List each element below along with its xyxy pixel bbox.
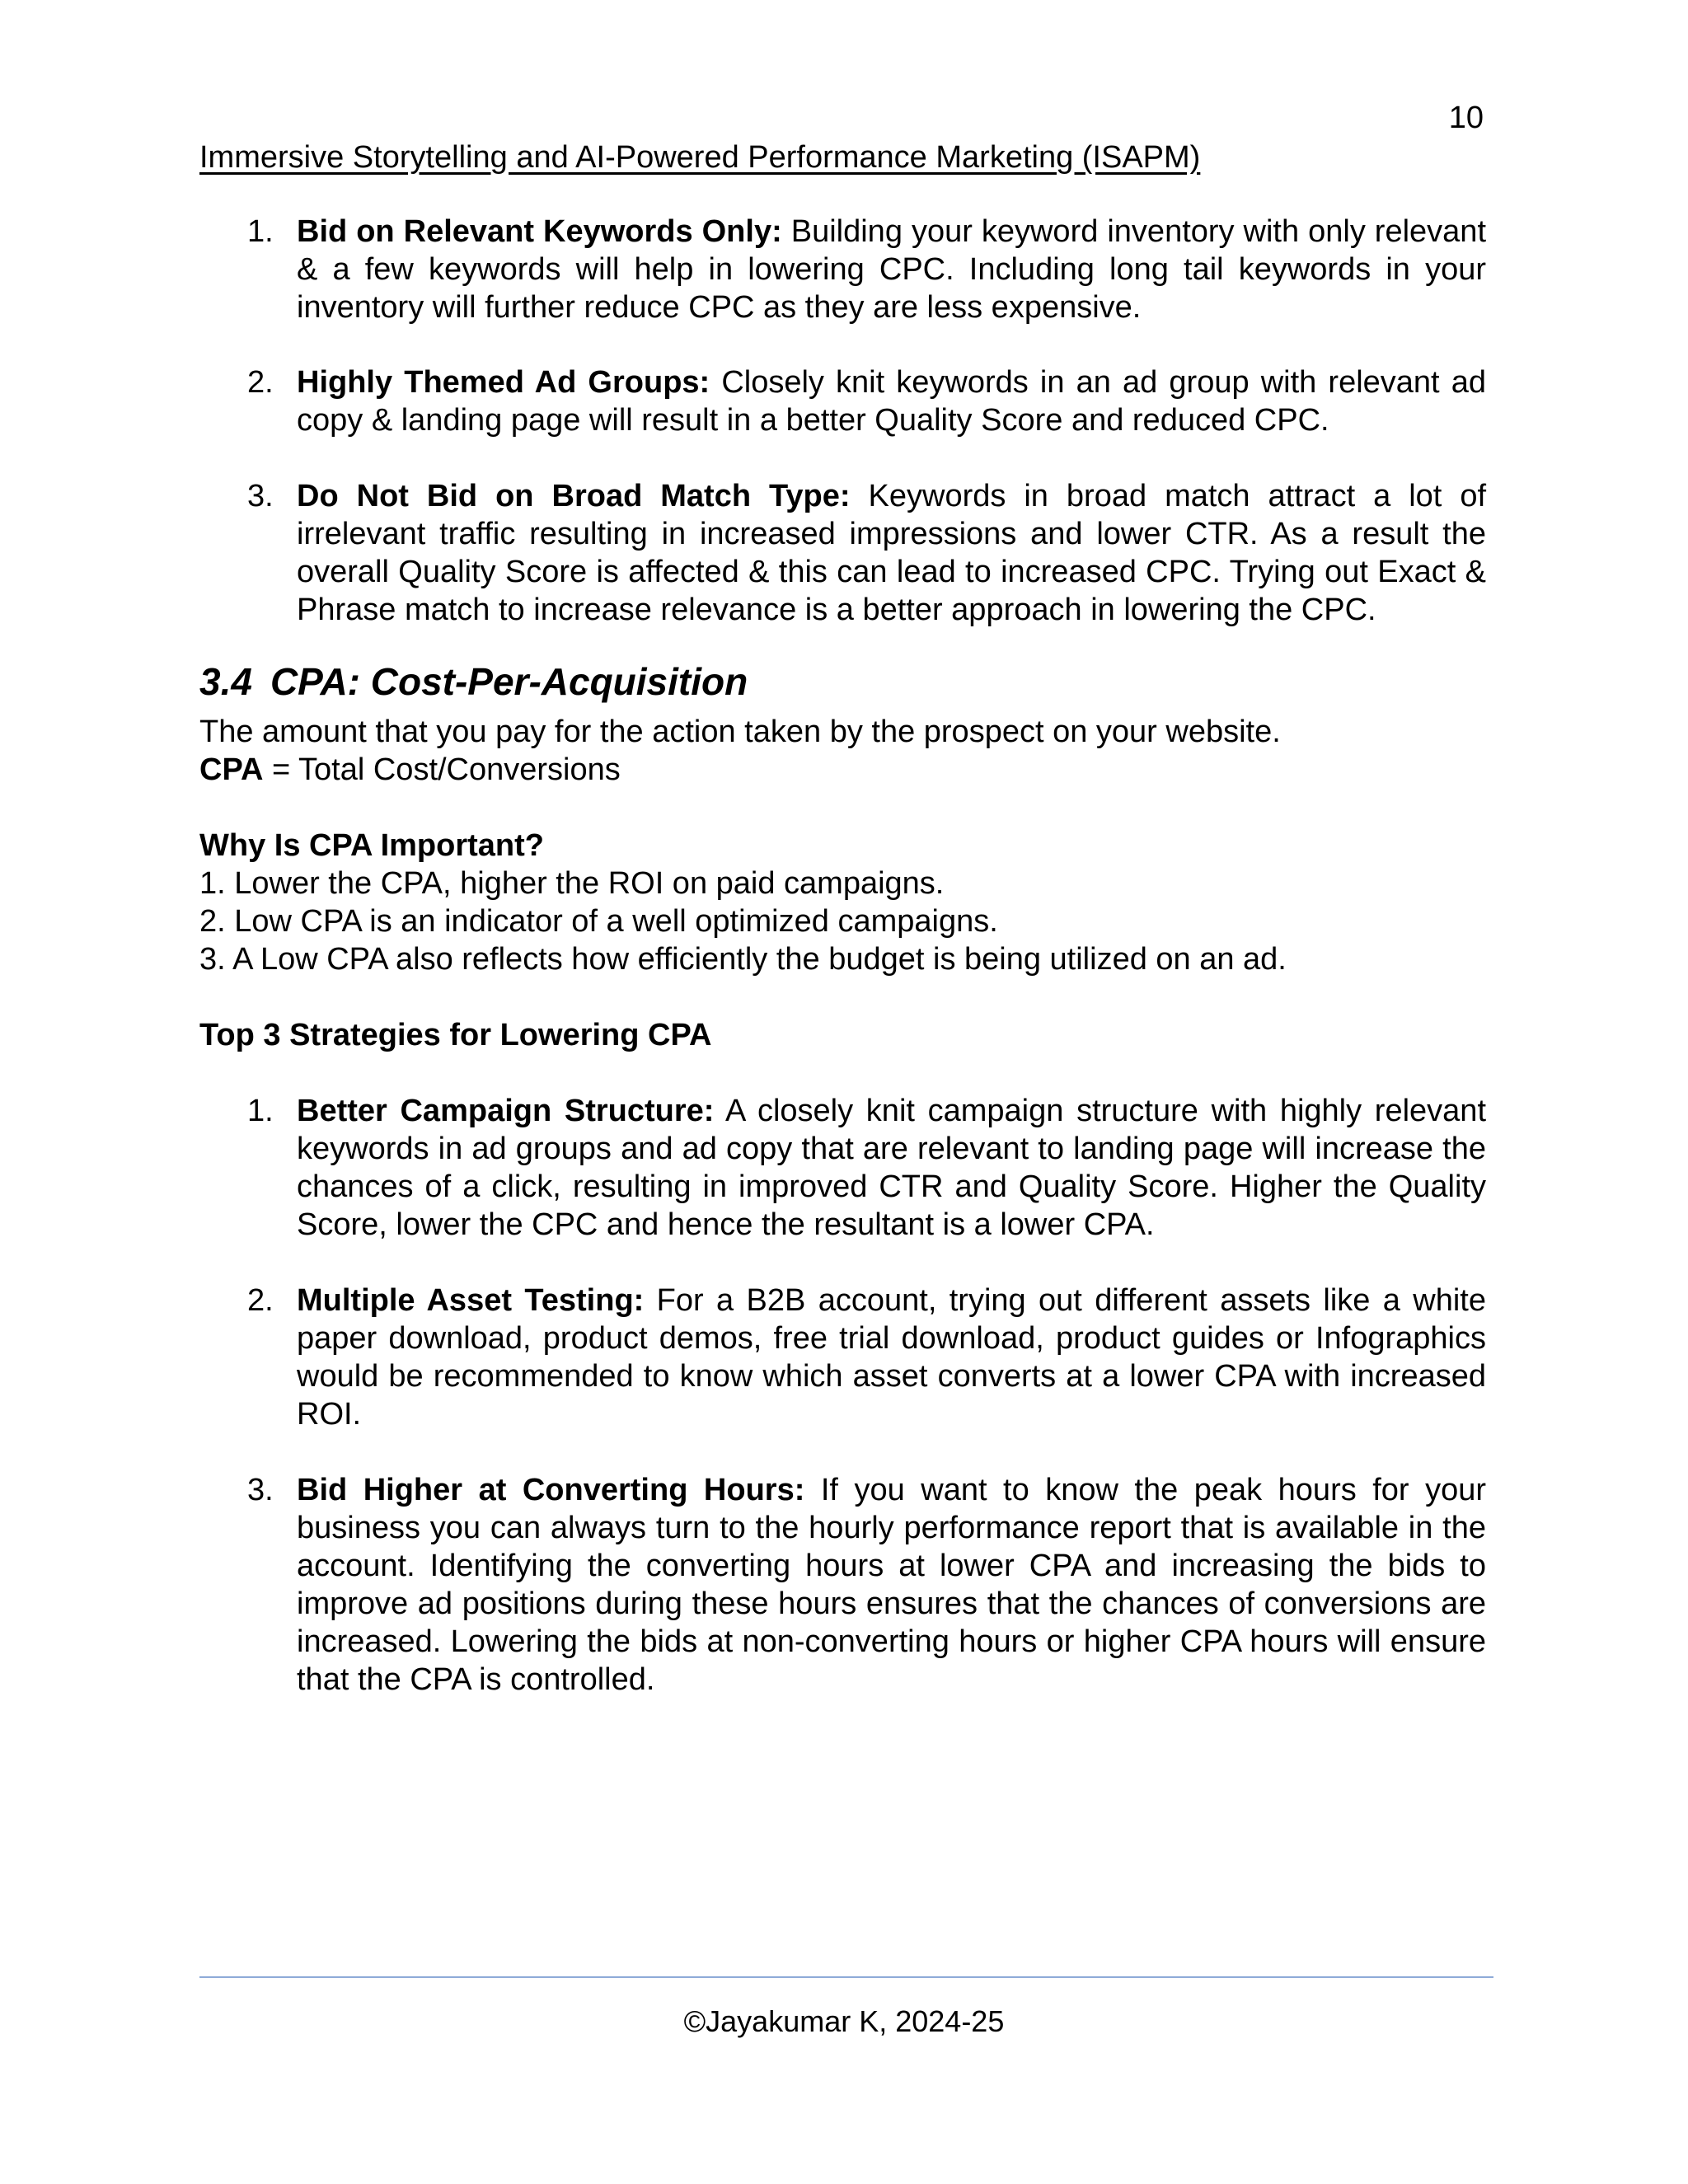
list-number: 1.: [247, 1094, 274, 1128]
list-item-text: [297, 1282, 1486, 1433]
list-item-title: Bid on Relevant Keywords Only:: [297, 214, 782, 249]
strategies-heading: Top 3 Strategies for Lowering CPA: [199, 1018, 712, 1052]
list-item-body: For a B2B account, trying out different assets like a white paper download, product demos, free trial download, product guides or Infographics would be recommended to know which asset converts at a lower CPA with increased ROI.: [297, 1283, 1486, 1432]
list-number: 1.: [247, 214, 274, 249]
list-item-body: Building your keyword inventory with only relevant & a few keywords will help in lowering CPC. Including long tail keywords in your inventory will further reduce CPC as they are less expensive.: [297, 214, 1486, 325]
list-item-text: [297, 363, 1486, 439]
footer-copyright: ©Jayakumar K, 2024-25: [683, 2004, 1005, 2038]
page-number: 10: [1448, 101, 1484, 135]
list-item-text: [297, 477, 1486, 629]
list-item-body: If you want to know the peak hours for your business you can always turn to the hourly performance report that is available in the account. Identifying the converting hours at lower CPA and increasing the bids to improve ad positions during these hours ensures that the chances of conversions are increased. Lowering the bids at non-converting hours or higher CPA hours will ensure that the CPA is controlled.: [297, 1473, 1486, 1697]
section-heading: [199, 659, 748, 704]
footer-divider: [199, 1976, 1493, 1978]
list-item-body: A closely knit campaign structure with highly relevant keywords in ad groups and ad copy that are relevant to landing page will increase the chances of a click, resulting in improved CTR and Quality Score. Higher the Quality Score, lower the CPC and hence the resultant is a lower CPA.: [297, 1094, 1486, 1242]
list-item-body: Closely knit keywords in an ad group with relevant ad copy & landing page will result in a better Quality Score and reduced CPC.: [297, 365, 1487, 438]
why-item: 2. Low CPA is an indicator of a well optimized campaigns.: [199, 904, 998, 939]
why-item: 3. A Low CPA also reflects how efficiently the budget is being utilized on an ad.: [199, 942, 1287, 977]
list-item-text: [297, 1471, 1486, 1699]
section-number: 3.4: [199, 660, 252, 703]
list-item-title: Highly Themed Ad Groups:: [297, 365, 710, 400]
list-item-text: [297, 1092, 1486, 1244]
list-number: 3.: [247, 1473, 274, 1507]
why-heading: Why Is CPA Important?: [199, 828, 544, 863]
list-item-title: Multiple Asset Testing:: [297, 1283, 645, 1318]
list-item-body: Keywords in broad match attract a lot of irrelevant traffic resulting in increased impressions and lower CTR. As a result the overall Quality Score is affected & this can lead to increased CPC. Trying out Exact & Phrase match to increase relevance is a better approach in lowering the CPC.: [297, 479, 1487, 627]
list-item-title: Better Campaign Structure:: [297, 1094, 715, 1128]
list-item-text: [297, 213, 1486, 326]
section-title: CPA: Cost-Per-Acquisition: [270, 660, 748, 703]
list-item-title: Bid Higher at Converting Hours:: [297, 1473, 805, 1507]
list-item-title: Do Not Bid on Broad Match Type:: [297, 479, 851, 513]
list-number: 3.: [247, 479, 274, 513]
running-header: Immersive Storytelling and AI-Powered Performance Marketing (ISAPM): [199, 140, 1201, 175]
why-item: 1. Lower the CPA, higher the ROI on paid campaigns.: [199, 866, 945, 901]
formula-term: CPA: [199, 752, 264, 787]
list-number: 2.: [247, 1283, 274, 1318]
formula-rest: = Total Cost/Conversions: [263, 752, 621, 787]
list-number: 2.: [247, 365, 274, 400]
section-definition: The amount that you pay for the action taken by the prospect on your website.: [199, 715, 1281, 749]
cpa-formula: [199, 751, 1493, 789]
